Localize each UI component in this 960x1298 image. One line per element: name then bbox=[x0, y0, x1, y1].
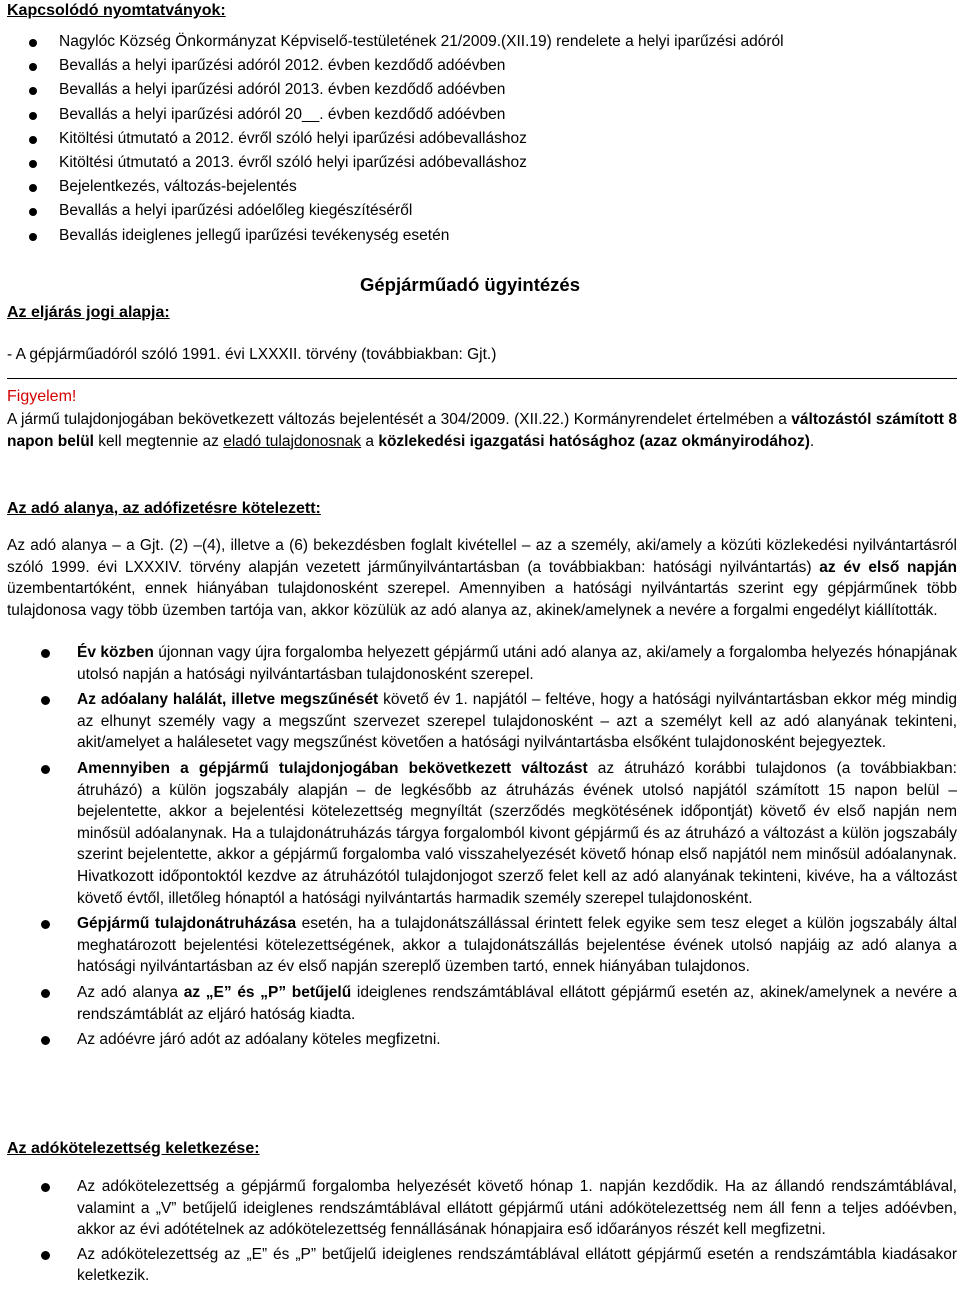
case-text: esetén, ha a tulajdonátszállással érintett felek egyike sem tesz eleget a külön jogszabály által meghatározott bejelentési kötelezettségének, akkor a tulajdonátszállás bejelentése évének utolsó napjáig az adó alanya a hatósági nyilvántartásban az év első napján szereplő üzemben tartó, ennek hiányában tulajdonos. bbox=[77, 915, 957, 976]
related-form-item[interactable]: Bevallás a helyi iparűzési adóról 2012. évben kezdődő adóévben bbox=[7, 54, 784, 78]
subject-bold: az év első napján bbox=[819, 558, 958, 576]
case-bold: Amennyiben a gépjármű tulajdonjogában bekövetkezett változást bbox=[77, 759, 588, 777]
notice-part: kell megtennie az bbox=[93, 432, 224, 450]
subject-part: üzembentartóként, ennek hiányában tulajdonosként szerepel. Amennyiben a hatósági nyilvántartás szerint egy gépjárműnek több tulajdonosa vagy több üzemben tartója van, akkor közülük az adó alanya az, akinek/amelynek a nevére a forgalmi engedélyt kiállították. bbox=[7, 580, 957, 619]
related-form-item[interactable]: Bejelentkezés, változás-bejelentés bbox=[7, 175, 784, 199]
case-bold: az „E” és „P” betűjelű bbox=[183, 983, 352, 1001]
related-form-item[interactable]: Bevallás a helyi iparűzési adóelőleg kiegészítéséről bbox=[7, 199, 784, 223]
case-text: Az adó alanya bbox=[77, 983, 184, 1001]
notice-part: . bbox=[809, 432, 815, 450]
list-item bbox=[7, 758, 957, 909]
subject-cases-list bbox=[7, 642, 957, 1055]
case-text: Az adóévre járó adót az adóalany köteles megfizetni. bbox=[77, 1031, 441, 1049]
case-bold: Év közben bbox=[77, 644, 154, 661]
notice-label: Figyelem! bbox=[7, 388, 77, 405]
case-text: ideiglenes rendszámtáblával ellátott gépjármű esetén az, akinek/amelynek a nevére a rendszámtáblát az eljáró hatóság kiadta. bbox=[77, 983, 958, 1023]
obligation-list bbox=[7, 1176, 957, 1290]
case-text: újonnan vagy újra forgalomba helyezett gépjármű utáni adó alanya az, aki/amely a forgalomba helyezés hónapjának utolsó napján a hatósági nyilvántartásban tulajdonosként szerepel. bbox=[77, 644, 957, 683]
case-text: követő év 1. napjától – feltéve, hogy a hatósági nyilvántartásban ekkor még mindig az elhunyt személy vagy a megszűnt szervezet szerepel tulajdonosként – azt a személyt kell az adó alanyának tekinteni, akit/amelyet a halálesetet vagy megszűnést követően a hatósági nyilvántartásba elsőként tulajdonosként bejegyeztek. bbox=[77, 691, 957, 752]
case-bold: Az adóalany halálát, illetve megszűnését bbox=[77, 691, 379, 709]
legal-basis-law: - A gépjárműadóról szóló 1991. évi LXXXII. törvény (továbbiakban: Gjt.) bbox=[7, 346, 497, 363]
notice-text bbox=[7, 409, 957, 452]
list-item bbox=[7, 689, 957, 754]
related-form-item[interactable]: Bevallás a helyi iparűzési adóról 20__. évben kezdődő adóévben bbox=[7, 103, 784, 127]
related-form-item[interactable]: Kitöltési útmutató a 2013. évről szóló helyi iparűzési adóbevalláshoz bbox=[7, 151, 784, 175]
case-text: az átruházó korábbi tulajdonos (a továbbiakban: átruházó) a külön jogszabály alapján – de legkésőbb az átruházás évének utolsó napjától számított 15 napon belül – bejelentette, akkor a bejelentési kötelezettség megnyíltát (szerződés megkötésének időpontját) követő év első napján nem minősül adóalanynak. Ha a tulajdonátruházás tárgya forgalomból kivont gépjármű és az átruházó a változást a külön jogszabály szerint bejelentette, akkor a gépjármű forgalomba való visszahelyezését követő hónap első napjától nem minősül adóalanynak. Hivatkozott időpontoktól kezdve az átruházótól tulajdonjogot szerző felet kell az adó alanyának tekinteni, kivéve, ha a változást követő évtől, illetőleg hónaptól a hatósági nyilvántartás harmadik személy szerepel tulajdonosként. bbox=[77, 759, 957, 907]
case-bold: Gépjármű tulajdonátruházása bbox=[77, 915, 297, 933]
related-forms-list bbox=[7, 30, 784, 248]
notice-bold: közlekedési igazgatási hatósághoz (azaz okmányirodához) bbox=[378, 432, 810, 450]
list-item bbox=[7, 642, 957, 685]
obligation-heading: Az adókötelezettség keletkezése: bbox=[7, 1140, 260, 1157]
list-item bbox=[7, 1029, 957, 1051]
related-form-item[interactable]: Nagylóc Község Önkormányzat Képviselő-testületének 21/2009.(XII.19) rendelete a helyi iparűzési adóról bbox=[7, 30, 784, 54]
list-item bbox=[7, 982, 957, 1025]
divider bbox=[7, 378, 957, 379]
list-item bbox=[7, 913, 957, 978]
related-form-item[interactable]: Bevallás ideiglenes jellegű iparűzési tevékenység esetén bbox=[7, 224, 784, 248]
notice-bold: változástól számított 8 napon belül bbox=[7, 411, 957, 450]
subject-part: Az adó alanya – a Gjt. (2) –(4), illetve a (6) bekezdésben foglalt kivétellel – az a személy, aki/amely a közúti közlekedési nyilvántartásról szóló 1999. évi LXXXIV. törvény alapján vezetett járműnyilvántartásban (a továbbiakban: hatósági nyilvántartás) bbox=[7, 537, 957, 576]
list-item: Az adókötelezettség az „E” és „P” betűjelű ideiglenes rendszámtáblával ellátott gépjármű esetén a rendszámtábla kiadásakor keletkezik. bbox=[7, 1244, 957, 1287]
notice-underline: eladó tulajdonosnak bbox=[223, 432, 362, 450]
subject-text bbox=[7, 535, 957, 621]
related-form-item[interactable]: Kitöltési útmutató a 2012. évről szóló helyi iparűzési adóbevalláshoz bbox=[7, 127, 784, 151]
related-form-item[interactable]: Bevallás a helyi iparűzési adóról 2013. évben kezdődő adóévben bbox=[7, 78, 784, 102]
legal-basis-heading: Az eljárás jogi alapja: bbox=[7, 304, 170, 321]
related-forms-heading: Kapcsolódó nyomtatványok: bbox=[7, 2, 226, 19]
subject-heading: Az adó alanya, az adófizetésre kötelezett: bbox=[7, 500, 321, 517]
section-title: Gépjárműadó ügyintézés bbox=[360, 274, 580, 295]
notice-part: a bbox=[361, 432, 379, 450]
list-item: Az adókötelezettség a gépjármű forgalomba helyezését követő hónap 1. napján kezdődik. Ha az állandó rendszámtáblával, valamint a „V” betűjelű ideiglenes rendszámtáblával ellátott gépjármű utáni adókötelezettség nem áll fenn a teljes adóévben, akkor az évi adótételnek az adókötelezettség fennállásának hónapjaira eső időarányos részét kell megfizetni. bbox=[7, 1176, 957, 1241]
notice-part: A jármű tulajdonjogában bekövetkezett változás bejelentését a 304/2009. (XII.22.) Kormányrendelet értelmében a bbox=[7, 411, 792, 428]
